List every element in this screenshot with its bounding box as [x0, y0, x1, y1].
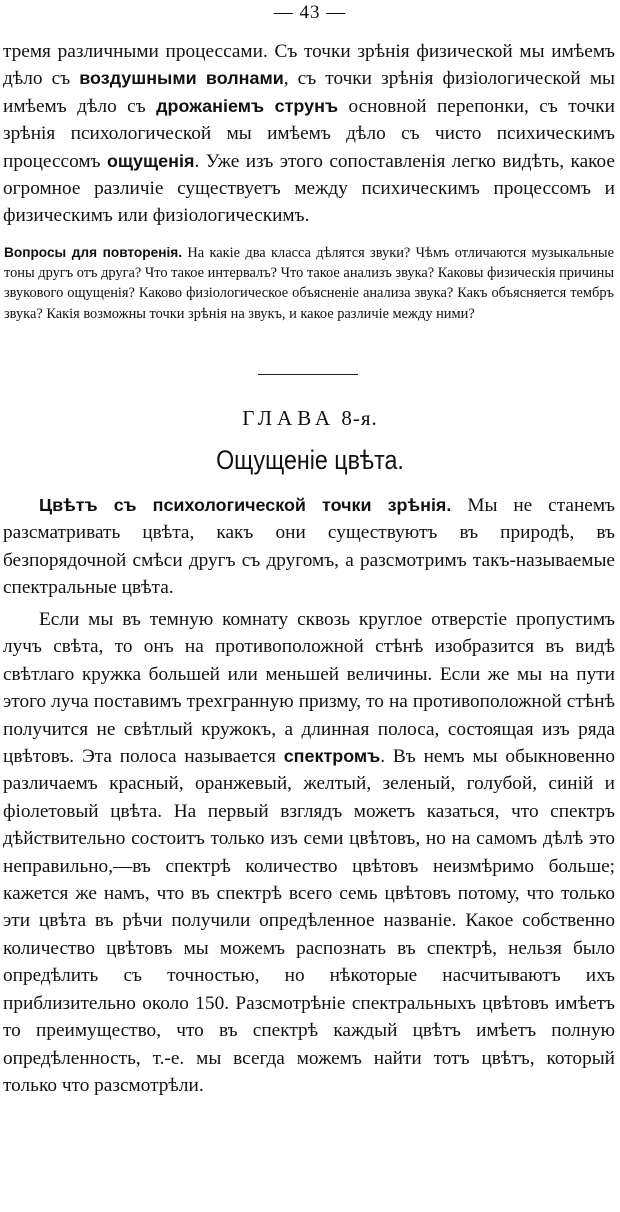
review-questions	[4, 243, 614, 324]
term-sensation: ощущенія	[106, 150, 195, 171]
section-lead-color: Цвѣтъ съ психологической точки зрѣнія.	[39, 495, 452, 515]
para3-text-2: . Въ немъ мы обыкновенно различаемъ красный, оранжевый, желтый, зеленый, голубой, синій и фіолетовый цвѣта. На первый взглядъ можетъ казаться, что спектръ дѣйствительно состоитъ только изъ семи цвѣтовъ, но на самомъ дѣлѣ это неправильно,—въ спектрѣ количество цвѣтовъ неизмѣримо больше; кажется же намъ, что въ спектрѣ всего семь цвѣтовъ потому, что только эти цвѣта въ рѣчи получили опредѣленное названіе. Какое собственно количество цвѣтовъ мы можемъ распознать въ спектрѣ, нельзя было опредѣлить съ точностью, но нѣкоторые насчитываютъ ихъ приблизительно около 150. Разсмотрѣніе спектральныхъ цвѣтовъ имѣетъ то преимущество, что въ спектрѣ каждый цвѣтъ имѣетъ полную опредѣленность, т.-е. мы всегда можемъ найти тотъ цвѣтъ, который только что разсмотрѣли.	[3, 746, 615, 1096]
para3-text-1: Если мы въ темную комнату сквозь круглое отверстіе пропустимъ лучъ свѣта, то онъ на противоположной стѣнѣ изобразится въ видѣ свѣтлаго кружка большей или меньшей величины. Если же мы на пути этого луча поставимъ трехгранную призму, то на противоположной стѣнѣ получится не свѣтлый кружокъ, а длинная полоса, состоящая изъ ряда цвѣтовъ. Эта полоса называется	[3, 609, 615, 768]
chapter-heading	[0, 406, 620, 431]
paragraph-color-psychology	[3, 492, 615, 602]
paragraph-spectrum	[3, 606, 615, 1099]
term-air-waves: воздушными волнами	[79, 68, 284, 89]
term-string-vibration: дрожаніемъ струнъ	[156, 95, 339, 116]
para1-text-4: . Уже изъ этого сопоставленія легко видѣть, какое огромное различіе существуетъ между психическимъ процессомъ и физическимъ или физіологическимъ.	[3, 150, 615, 227]
para1-text-1: тремя различными процессами. Съ точки зрѣнія физической мы имѣемъ дѣло съ	[3, 41, 615, 90]
chapter-number: 8-я.	[341, 406, 378, 430]
chapter-title: Ощущеніе цвѣта.	[216, 445, 404, 475]
para1-text-2: , съ точки зрѣнія физіологической мы имѣемъ дѣло съ	[3, 68, 616, 117]
section-divider	[258, 374, 358, 375]
page-number: — 43 —	[273, 2, 347, 23]
term-spectrum: спектромъ	[283, 746, 381, 767]
review-questions-text: На какіе два класса дѣлятся звуки? Чѣмъ отличаются музыкальные тоны другъ отъ друга? Что такое интервалъ? Что такое анализъ звука? Каковы физическія причины звукового ощущенія? Каково физіологическое объясненіе анализа звука? Какъ объясняется тембръ звука? Какія возможны точки зрѣнія на звукъ, и какое различіе между ними?	[4, 245, 614, 322]
paragraph-sound-processes	[3, 38, 615, 230]
para2-text: Мы не станемъ разсматривать цвѣта, какъ они существуютъ въ природѣ, въ безпорядочной смѣси другъ съ другомъ, а разсмотримъ такъ-называемые спектральные цвѣта.	[3, 495, 616, 599]
chapter-label: ГЛАВА	[242, 406, 336, 430]
para1-text-3: основной перепонки, съ точки зрѣнія психологической мы имѣемъ дѣло съ чисто психическимъ процессомъ	[3, 95, 615, 172]
review-questions-heading: Вопросы для повторенія.	[4, 245, 183, 260]
